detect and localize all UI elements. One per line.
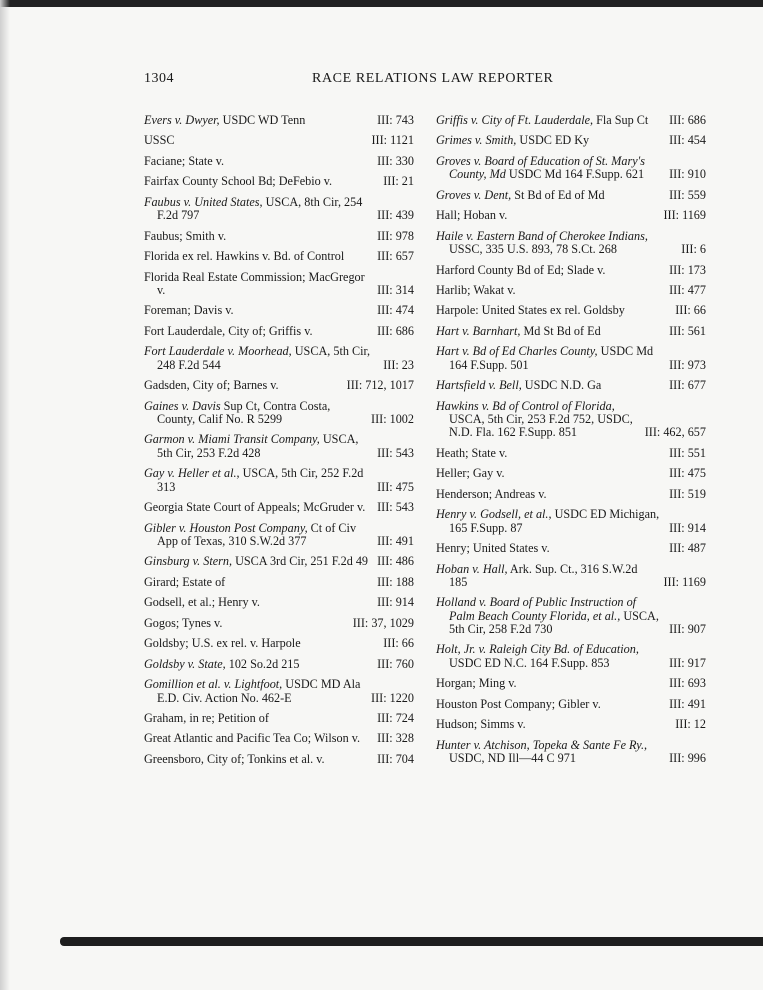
- court-citation: USCA, 5th Cir, 253 F.2d 752, USDC, N.D. Fla. 162 F.Supp. 851: [449, 412, 633, 440]
- court-citation: Henderson; Andreas v.: [436, 486, 547, 501]
- case-citation: [436, 596, 669, 636]
- case-name: Henry v. Godsell, et al.,: [436, 507, 552, 522]
- court-citation: USCA, 8th Cir, 254 F.2d 797: [157, 194, 363, 223]
- top-scan-border: [0, 0, 763, 7]
- case-name: Grimes v. Smith,: [436, 133, 517, 148]
- volume-page-reference: III: 657: [377, 249, 414, 264]
- case-citation: [436, 325, 669, 338]
- index-entry: [144, 379, 414, 392]
- case-name: Gay v. Heller et al.,: [144, 466, 240, 481]
- index-entry: [436, 542, 706, 555]
- court-citation: USDC ED Michigan, 165 F.Supp. 87: [449, 507, 660, 535]
- index-entry: [144, 175, 414, 188]
- case-name: Gibler v. Houston Post Company,: [144, 520, 308, 535]
- case-name: Garmon v. Miami Transit Company,: [144, 432, 320, 447]
- case-citation: [436, 155, 669, 182]
- court-citation: Henry; United States v.: [436, 541, 550, 556]
- case-name: Hunter v. Atchison, Topeka & Sante Fe Ry.,: [436, 737, 648, 752]
- case-citation: [436, 467, 669, 480]
- court-citation: Florida Real Estate Commission; MacGregor v.: [144, 269, 365, 297]
- volume-page-reference: III: 188: [377, 574, 414, 589]
- volume-page-reference: III: 1169: [663, 208, 706, 223]
- court-citation: Heath; State v.: [436, 445, 508, 460]
- court-citation: Heller; Gay v.: [436, 466, 505, 481]
- volume-page-reference: III: 475: [377, 479, 414, 494]
- volume-page-reference: III: 543: [377, 500, 414, 515]
- court-citation: Graham, in re; Petition of: [144, 711, 269, 725]
- index-entry: [144, 753, 414, 766]
- volume-page-reference: III: 914: [377, 595, 414, 610]
- case-citation: [144, 230, 377, 243]
- index-entry: [144, 501, 414, 514]
- index-entry: [436, 304, 706, 317]
- court-citation: Georgia State Court of Appeals; McGruder v.: [144, 500, 366, 515]
- court-citation: Fairfax County School Bd; DeFebio v.: [144, 174, 333, 189]
- volume-page-reference: III: 462, 657: [644, 425, 706, 440]
- index-entry: [436, 325, 706, 338]
- case-citation: [436, 189, 669, 202]
- volume-page-reference: III: 1002: [371, 412, 414, 426]
- court-citation: USSC, 335 U.S. 893, 78 S.Ct. 268: [449, 242, 617, 257]
- case-name: Evers v. Dwyer,: [144, 113, 220, 127]
- case-citation: [144, 304, 377, 317]
- index-entry: [436, 379, 706, 392]
- volume-page-reference: III: 1169: [663, 574, 706, 589]
- volume-page-reference: III: 677: [669, 378, 706, 393]
- index-entry: [436, 284, 706, 297]
- court-citation: Hall; Hoban v.: [436, 208, 508, 223]
- volume-page-reference: III: 543: [377, 445, 414, 460]
- index-entry: [144, 433, 414, 460]
- court-citation: Md St Bd of Ed: [520, 323, 601, 338]
- volume-page-reference: III: 491: [669, 696, 706, 711]
- case-citation: [436, 718, 675, 731]
- case-citation: [436, 304, 675, 317]
- index-entry: [436, 114, 706, 127]
- court-citation: Gadsden, City of; Barnes v.: [144, 378, 279, 393]
- volume-page-reference: III: 978: [377, 228, 414, 243]
- case-citation: [436, 643, 669, 670]
- case-citation: [436, 284, 669, 297]
- index-entry: [144, 114, 414, 127]
- case-name: Faubus v. United States,: [144, 194, 263, 209]
- index-entry: [436, 155, 706, 182]
- case-name: Hartsfield v. Bell,: [436, 378, 522, 393]
- running-title: RACE RELATIONS LAW REPORTER: [312, 71, 554, 86]
- case-citation: [144, 617, 353, 630]
- index-entry: [144, 576, 414, 589]
- case-citation: [144, 501, 377, 514]
- index-entry: [144, 230, 414, 243]
- case-name: Griffis v. City of Ft. Lauderdale,: [436, 113, 594, 127]
- court-citation: USDC, ND Ill—44 C 971: [449, 750, 576, 765]
- right-column: [436, 114, 706, 772]
- case-citation: [144, 712, 377, 725]
- case-citation: [144, 155, 377, 168]
- volume-page-reference: III: 491: [377, 533, 414, 548]
- index-entry: [144, 325, 414, 338]
- case-citation: [144, 678, 371, 705]
- volume-page-reference: III: 439: [377, 208, 414, 223]
- case-citation: [436, 114, 669, 127]
- court-citation: Fla Sup Ct: [593, 113, 649, 127]
- case-citation: [144, 596, 377, 609]
- index-entry: [144, 732, 414, 745]
- court-citation: Harpole: United States ex rel. Goldsby: [436, 303, 625, 318]
- court-citation: Harford County Bd of Ed; Slade v.: [436, 262, 606, 277]
- case-citation: [436, 488, 669, 501]
- court-citation: Faubus; Smith v.: [144, 228, 227, 243]
- case-name: Gaines v. Davis: [144, 398, 221, 413]
- index-entry: [144, 250, 414, 263]
- case-name: Holt, Jr. v. Raleigh City Bd. of Education,: [436, 642, 639, 657]
- volume-page-reference: III: 996: [669, 750, 706, 765]
- index-entry: [144, 658, 414, 671]
- case-name: Groves v. Board of Education of St. Mary's County, Md: [436, 153, 645, 182]
- page-number: 1304: [144, 71, 174, 86]
- volume-page-reference: III: 693: [669, 676, 706, 691]
- index-entry: [144, 522, 414, 549]
- case-citation: [436, 698, 669, 711]
- case-citation: [144, 250, 377, 263]
- case-citation: [436, 209, 663, 222]
- case-citation: [436, 379, 669, 392]
- case-citation: [144, 467, 377, 494]
- index-entry: [436, 718, 706, 731]
- volume-page-reference: III: 66: [383, 636, 414, 651]
- index-entry: [144, 467, 414, 494]
- court-citation: Faciane; State v.: [144, 153, 225, 168]
- index-entry: [436, 134, 706, 147]
- case-citation: [436, 563, 663, 590]
- index-entry: [144, 712, 414, 725]
- volume-page-reference: III: 330: [377, 153, 414, 168]
- court-citation: Houston Post Company; Gibler v.: [436, 696, 601, 711]
- case-citation: [144, 576, 377, 589]
- court-citation: St Bd of Ed of Md: [511, 187, 605, 202]
- volume-page-reference: III: 551: [669, 445, 706, 460]
- index-entry: [436, 643, 706, 670]
- case-name: Hawkins v. Bd of Control of Florida,: [436, 398, 615, 413]
- case-citation: [436, 230, 681, 257]
- index-entry: [436, 508, 706, 535]
- volume-page-reference: III: 66: [675, 303, 706, 318]
- volume-page-reference: III: 477: [669, 282, 706, 297]
- volume-page-reference: III: 973: [669, 357, 706, 372]
- volume-page-reference: III: 23: [383, 357, 414, 372]
- volume-page-reference: III: 21: [383, 174, 414, 189]
- court-citation: Girard; Estate of: [144, 574, 226, 589]
- court-citation: USCA, 5th Cir, 253 F.2d 428: [157, 432, 359, 460]
- page-header: [144, 71, 706, 91]
- volume-page-reference: III: 910: [669, 167, 706, 182]
- court-citation: USCA, 5th Cir, 252 F.2d 313: [157, 466, 364, 494]
- case-citation: [436, 739, 669, 766]
- case-citation: [144, 753, 377, 766]
- case-citation: [144, 196, 377, 223]
- court-citation: USDC ED N.C. 164 F.Supp. 853: [449, 655, 610, 670]
- index-entry: [144, 134, 414, 147]
- court-citation: Goldsby; U.S. ex rel. v. Harpole: [144, 636, 301, 651]
- bottom-scan-border: [60, 937, 763, 946]
- index-entry: [436, 563, 706, 590]
- court-citation: USDC ED Ky: [516, 133, 590, 148]
- case-citation: [436, 400, 645, 440]
- index-entry: [144, 637, 414, 650]
- volume-page-reference: III: 37, 1029: [352, 615, 414, 630]
- case-citation: [144, 555, 377, 568]
- case-name: Groves v. Dent,: [436, 187, 512, 202]
- court-citation: Florida ex rel. Hawkins v. Bd. of Control: [144, 249, 345, 264]
- index-entry: [144, 155, 414, 168]
- court-citation: Ct of Civ App of Texas, 310 S.W.2d 377: [157, 520, 357, 548]
- case-name: Hart v. Bd of Ed Charles County,: [436, 344, 598, 359]
- volume-page-reference: III: 559: [669, 187, 706, 202]
- case-citation: [436, 677, 669, 690]
- volume-page-reference: III: 12: [675, 717, 706, 732]
- case-citation: [144, 114, 377, 127]
- court-citation: Horgan; Ming v.: [436, 676, 517, 691]
- court-citation: Hudson; Simms v.: [436, 717, 526, 732]
- court-citation: USDC N.D. Ga: [521, 378, 602, 393]
- court-citation: USCA 3rd Cir, 251 F.2d 49: [232, 554, 369, 569]
- case-citation: [436, 134, 669, 147]
- court-citation: Foreman; Davis v.: [144, 303, 234, 318]
- index-entry: [436, 739, 706, 766]
- case-citation: [144, 134, 371, 147]
- volume-page-reference: III: 6: [681, 242, 706, 257]
- court-citation: 102 So.2d 215: [225, 656, 300, 671]
- case-citation: [144, 400, 371, 427]
- volume-page-reference: III: 914: [669, 520, 706, 535]
- volume-page-reference: III: 328: [377, 731, 414, 746]
- index-entry: [436, 467, 706, 480]
- case-citation: [436, 345, 669, 372]
- index-entry: [144, 271, 414, 298]
- court-citation: USCA, 5th Cir, 248 F.2d 544: [157, 344, 371, 372]
- court-citation: Greensboro, City of; Tonkins et al. v.: [144, 751, 325, 766]
- case-name: Hoban v. Hall,: [436, 561, 508, 576]
- index-entry: [144, 196, 414, 223]
- volume-page-reference: III: 704: [377, 751, 414, 766]
- volume-page-reference: III: 724: [377, 711, 414, 725]
- case-citation: [436, 447, 669, 460]
- left-scan-shadow: [0, 0, 10, 990]
- volume-page-reference: III: 1220: [371, 690, 414, 705]
- index-entry: [144, 555, 414, 568]
- court-citation: USSC: [144, 133, 175, 148]
- index-entry: [436, 447, 706, 460]
- court-citation: USDC Md 164 F.Supp. 501: [449, 344, 654, 372]
- volume-page-reference: III: 519: [669, 486, 706, 501]
- volume-page-reference: III: 1121: [371, 133, 414, 148]
- case-citation: [144, 325, 377, 338]
- court-citation: Ark. Sup. Ct., 316 S.W.2d 185: [449, 561, 638, 589]
- index-entry: [436, 345, 706, 372]
- volume-page-reference: III: 907: [669, 621, 706, 636]
- index-entry: [436, 596, 706, 636]
- case-citation: [144, 175, 383, 188]
- left-column: [144, 114, 414, 773]
- volume-page-reference: III: 454: [669, 133, 706, 148]
- court-citation: USDC Md 164 F.Supp. 621: [505, 167, 645, 182]
- volume-page-reference: III: 743: [377, 113, 414, 127]
- case-citation: [436, 542, 669, 555]
- case-name: Holland v. Board of Public Instruction of Palm Beach County Florida, et al.,: [436, 595, 637, 623]
- court-citation: Godsell, et al.; Henry v.: [144, 595, 260, 610]
- case-citation: [144, 271, 377, 298]
- court-citation: Harlib; Wakat v.: [436, 282, 516, 297]
- case-name: Ginsburg v. Stern,: [144, 554, 233, 569]
- volume-page-reference: III: 173: [669, 262, 706, 277]
- court-citation: Fort Lauderdale, City of; Griffis v.: [144, 323, 313, 338]
- court-citation: Great Atlantic and Pacific Tea Co; Wilson v.: [144, 731, 361, 746]
- index-entry: [436, 230, 706, 257]
- court-citation: USDC MD Ala E.D. Civ. Action No. 462-E: [157, 677, 361, 705]
- case-citation: [144, 637, 383, 650]
- index-entry: [144, 617, 414, 630]
- case-citation: [144, 379, 347, 392]
- index-entry: [436, 698, 706, 711]
- index-entry: [436, 264, 706, 277]
- case-citation: [436, 264, 669, 277]
- index-entry: [436, 189, 706, 202]
- volume-page-reference: III: 475: [669, 466, 706, 481]
- volume-page-reference: III: 686: [377, 323, 414, 338]
- court-citation: Sup Ct, Contra Costa, County, Calif No. R 5299: [157, 398, 331, 426]
- index-entry: [144, 345, 414, 372]
- index-entry: [436, 209, 706, 222]
- court-citation: USCA, 5th Cir, 258 F.2d 730: [449, 608, 659, 636]
- case-citation: [144, 433, 377, 460]
- case-name: Fort Lauderdale v. Moorhead,: [144, 344, 292, 359]
- index-entry: [436, 677, 706, 690]
- volume-page-reference: III: 760: [377, 656, 414, 671]
- case-citation: [144, 345, 383, 372]
- volume-page-reference: III: 712, 1017: [346, 378, 414, 393]
- case-name: Gomillion et al. v. Lightfoot,: [144, 677, 283, 692]
- case-citation: [436, 508, 669, 535]
- case-name: Haile v. Eastern Band of Cherokee Indians,: [436, 228, 648, 243]
- case-citation: [144, 658, 377, 671]
- index-entry: [144, 596, 414, 609]
- volume-page-reference: III: 474: [377, 303, 414, 318]
- volume-page-reference: III: 486: [377, 554, 414, 569]
- index-entry: [144, 304, 414, 317]
- court-citation: Gogos; Tynes v.: [144, 615, 223, 630]
- volume-page-reference: III: 561: [669, 323, 706, 338]
- volume-page-reference: III: 917: [669, 655, 706, 670]
- index-entry: [144, 400, 414, 427]
- index-entry: [436, 400, 706, 440]
- index-entry: [436, 488, 706, 501]
- court-citation: USDC WD Tenn: [219, 113, 306, 127]
- index-entry: [144, 678, 414, 705]
- case-name: Hart v. Barnhart,: [436, 323, 521, 338]
- case-citation: [144, 522, 377, 549]
- volume-page-reference: III: 686: [669, 113, 706, 127]
- volume-page-reference: III: 314: [377, 282, 414, 297]
- case-citation: [144, 732, 377, 745]
- volume-page-reference: III: 487: [669, 541, 706, 556]
- case-name: Goldsby v. State,: [144, 656, 226, 671]
